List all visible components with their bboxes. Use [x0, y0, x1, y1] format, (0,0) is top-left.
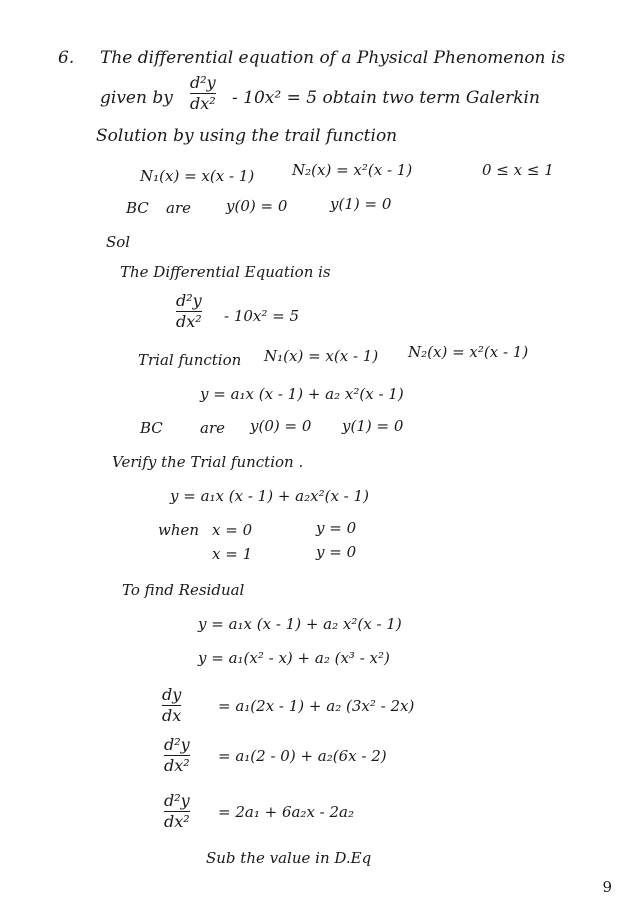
solution-x0: x = 0: [212, 521, 253, 539]
question-d2y-dx2: [190, 74, 216, 113]
solution-when: when: [158, 521, 200, 539]
question-line-1: The differential equation of a Physical Phenomenon is: [100, 48, 566, 68]
solution-d2y-dx2-second: [164, 792, 190, 831]
fraction-denominator: dx²: [176, 312, 202, 331]
solution-x1: x = 1: [212, 545, 253, 563]
solution-bc-label: BC: [140, 419, 163, 437]
fraction-numerator: d²y: [190, 73, 216, 92]
solution-dy-result: = a₁(2x - 1) + a₂ (3x² - 2x): [218, 697, 415, 715]
question-line-2a: given by: [100, 88, 173, 108]
solution-residual-line-2: y = a₁(x² - x) + a₂ (x³ - x²): [198, 649, 390, 667]
solution-equation-rest: - 10x² = 5: [224, 307, 300, 325]
fraction-numerator: dy: [162, 685, 182, 704]
page-number: 9: [602, 878, 612, 896]
solution-residual-heading: To find Residual: [122, 581, 245, 599]
fraction-denominator: dx²: [190, 94, 216, 113]
solution-verify: Verify the Trial function .: [112, 453, 304, 471]
solution-y0: y = 0: [316, 519, 357, 537]
question-line-2b: - 10x² = 5 obtain two term Galerkin: [232, 88, 540, 108]
solution-bc-y1: y(1) = 0: [342, 417, 404, 435]
question-trial-n2: N₂(x) = x²(x - 1): [292, 161, 413, 179]
solution-trial-label: Trial function: [138, 351, 242, 369]
solution-dy-dx: [162, 686, 181, 725]
solution-intro: The Differential Equation is: [120, 263, 331, 281]
question-domain: 0 ≤ x ≤ 1: [482, 161, 554, 179]
fraction-numerator: d²y: [176, 291, 202, 310]
solution-residual-line-1: y = a₁x (x - 1) + a₂ x²(x - 1): [198, 615, 402, 633]
fraction-denominator: dx: [162, 706, 182, 725]
question-number: 6.: [58, 48, 75, 68]
question-bc-are: are: [166, 199, 191, 217]
question-trial-n1: N₁(x) = x(x - 1): [140, 167, 255, 185]
solution-d2y-dx2-first: [164, 736, 190, 775]
solution-bc-y0: y(0) = 0: [250, 417, 312, 435]
question-line-3: Solution by using the trail function: [96, 126, 398, 146]
solution-label: Sol: [106, 233, 131, 251]
solution-trial-n2: N₂(x) = x²(x - 1): [408, 343, 529, 361]
fraction-denominator: dx²: [164, 812, 190, 831]
solution-d2y-result-2: = 2a₁ + 6a₂x - 2a₂: [218, 803, 355, 821]
solution-substitute: Sub the value in D.Eq: [206, 849, 372, 867]
solution-y1: y = 0: [316, 543, 357, 561]
question-bc-label: BC: [126, 199, 149, 217]
fraction-numerator: d²y: [164, 791, 190, 810]
solution-y-trial: y = a₁x (x - 1) + a₂ x²(x - 1): [200, 385, 404, 403]
solution-d2y-result-1: = a₁(2 - 0) + a₂(6x - 2): [218, 747, 387, 765]
question-bc-y0: y(0) = 0: [226, 197, 288, 215]
fraction-numerator: d²y: [164, 735, 190, 754]
solution-trial-n1: N₁(x) = x(x - 1): [264, 347, 379, 365]
solution-bc-are: are: [200, 419, 225, 437]
solution-verify-y: y = a₁x (x - 1) + a₂x²(x - 1): [170, 487, 369, 505]
solution-d2y-dx2: [176, 292, 202, 331]
fraction-denominator: dx²: [164, 756, 190, 775]
question-bc-y1: y(1) = 0: [330, 195, 392, 213]
